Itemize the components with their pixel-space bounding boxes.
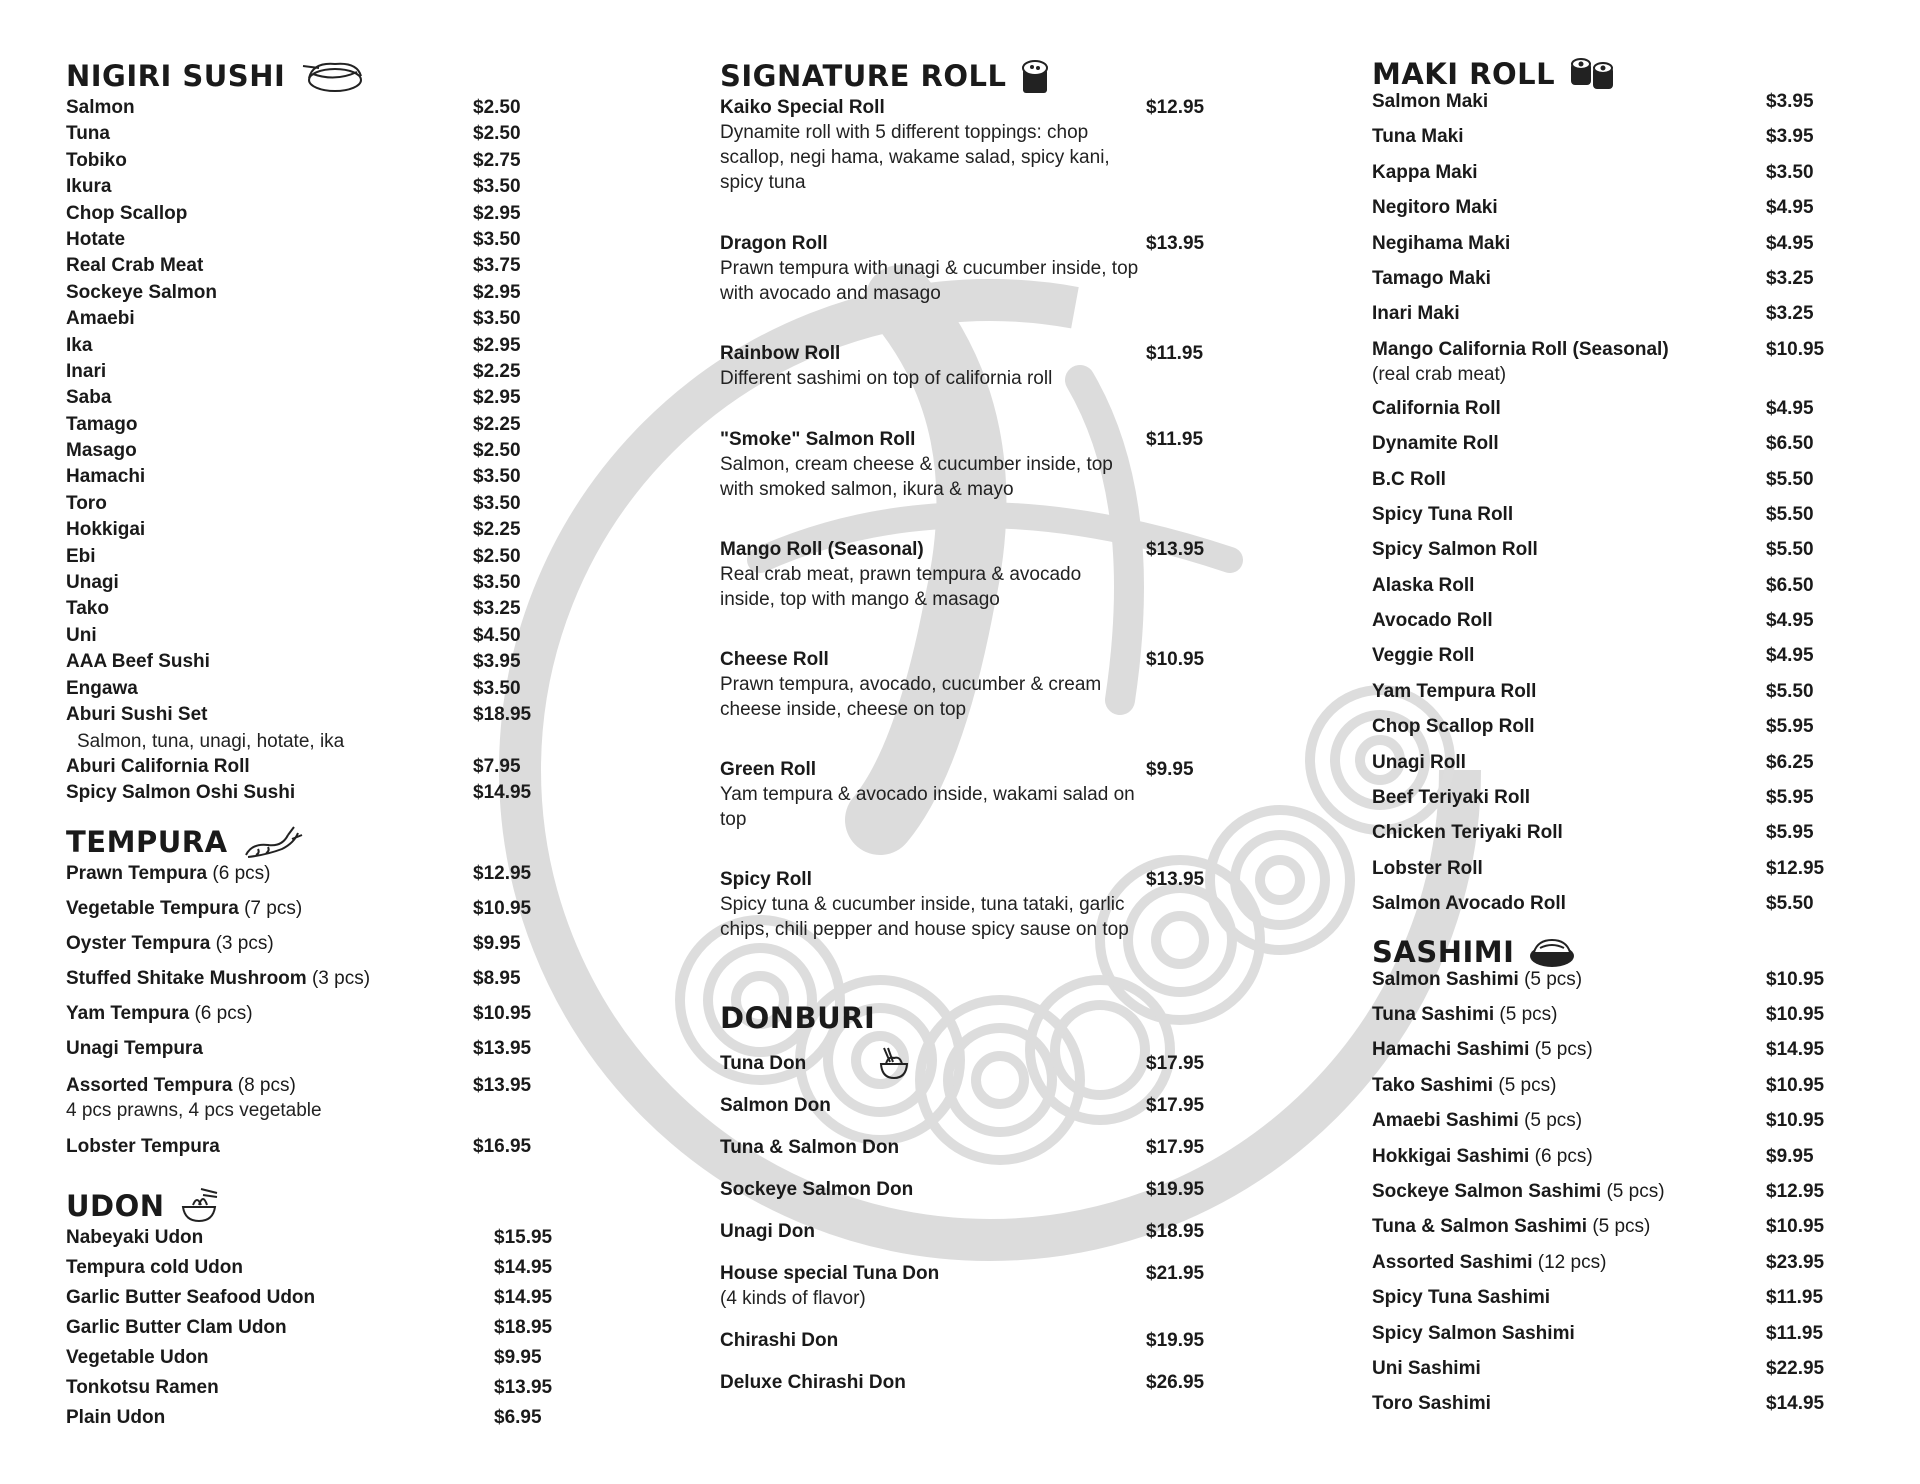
signature-title: SIGNATURE ROLL	[720, 59, 1007, 93]
tempura-title: TEMPURA	[66, 824, 228, 859]
list-item: Negihama Maki $4.95	[1372, 232, 1814, 254]
list-item: Spicy Salmon Sashimi $11.95	[1372, 1322, 1824, 1344]
list-item: Deluxe Chirashi Don $26.95	[720, 1372, 1205, 1393]
list-item: House special Tuna Don $21.95 (4 kinds of flavor)	[720, 1263, 1205, 1309]
donburi-header	[720, 998, 1240, 1038]
list-item: Avocado Roll $4.95	[1372, 610, 1814, 632]
list-item: Hotate $3.50	[66, 228, 521, 250]
sashimi-title: SASHIMI	[1372, 934, 1515, 969]
list-item: Tobiko $2.75	[66, 149, 521, 171]
list-item: Salmon $2.50	[66, 97, 521, 118]
list-item: Chirashi Don $19.95	[720, 1330, 1205, 1351]
list-item: Unagi $3.50	[66, 572, 521, 594]
list-item: Oyster Tempura (3 pcs) $9.95	[66, 932, 521, 954]
list-item: California Roll $4.95	[1372, 397, 1814, 419]
list-item: AAA Beef Sushi $3.95	[66, 651, 521, 673]
list-item: Inari Maki $3.25	[1372, 303, 1814, 325]
list-item: Sockeye Salmon $2.95	[66, 281, 521, 303]
list-item: Negitoro Maki $4.95	[1372, 197, 1814, 219]
signature-header	[720, 56, 1240, 96]
nigiri-title: NIGIRI SUSHI	[66, 59, 286, 93]
list-item: Tempura cold Udon $14.95	[66, 1256, 553, 1278]
list-item: Engawa $3.50	[66, 677, 521, 699]
list-item: Spicy Tuna Roll $5.50	[1372, 503, 1814, 525]
list-item: Tuna Sashimi (5 pcs) $10.95	[1372, 1003, 1825, 1025]
list-item: Vegetable Tempura (7 pcs) $10.95	[66, 897, 532, 919]
list-item: Yam Tempura Roll $5.50	[1372, 680, 1814, 702]
noodle-bowl-icon	[179, 1187, 219, 1225]
list-item: Tuna Don $17.95	[720, 1053, 1205, 1074]
udon-header	[66, 1186, 586, 1226]
sashimi-icon	[1528, 934, 1576, 970]
list-item: Lobster Roll $12.95	[1372, 857, 1825, 879]
list-item: Ebi $2.50	[66, 545, 521, 567]
list-item: Kappa Maki $3.50	[1372, 161, 1814, 183]
list-item: Salmon Maki $3.95	[1372, 91, 1814, 112]
list-item: Tamago $2.25	[66, 413, 521, 435]
column-left	[66, 56, 586, 1436]
list-item: Assorted Tempura (8 pcs) $13.95 4 pcs prawns, 4 pcs vegetable	[66, 1074, 532, 1121]
list-item: Hamachi $3.50	[66, 466, 521, 488]
udon-title: UDON	[66, 1188, 165, 1223]
maki-header	[1372, 54, 1892, 94]
list-item: Spicy Salmon Oshi Sushi $14.95	[66, 782, 532, 804]
list-item: Tuna & Salmon Don $17.95	[720, 1137, 1205, 1158]
list-item: Tuna Maki $3.95	[1372, 126, 1814, 148]
list-item: Kaiko Special Roll $12.95 Dynamite roll with 5 different toppings: chop scallop, negi hama, wakame salad, spicy kani, spicy tuna	[720, 97, 1205, 193]
list-item: Veggie Roll $4.95	[1372, 645, 1814, 667]
sashimi-list	[1372, 968, 1892, 1428]
column-middle	[720, 56, 1240, 1413]
list-item: Sockeye Salmon Don $19.95	[720, 1179, 1205, 1200]
sashimi-header	[1372, 932, 1892, 972]
list-item: Chop Scallop $2.95	[66, 202, 521, 224]
tempura-list	[66, 862, 586, 1170]
list-item: Salmon Sashimi (5 pcs) $10.95	[1372, 968, 1825, 990]
list-item: Dynamite Roll $6.50	[1372, 433, 1814, 455]
list-item: Aburi California Roll $7.95	[66, 755, 521, 777]
list-item: Assorted Sashimi (12 pcs) $23.95	[1372, 1251, 1825, 1273]
list-item: Vegetable Udon $9.95	[66, 1346, 542, 1368]
list-item: Tamago Maki $3.25	[1372, 267, 1814, 289]
list-item: Unagi Roll $6.25	[1372, 751, 1814, 773]
list-item: Garlic Butter Clam Udon $18.95	[66, 1316, 553, 1338]
list-item: Inari $2.25	[66, 360, 521, 382]
maki-title: MAKI ROLL	[1372, 57, 1556, 91]
list-item: Toro Sashimi $14.95	[1372, 1393, 1825, 1415]
donburi-title: DONBURI	[720, 1001, 876, 1035]
list-item: Cheese Roll $10.95 Prawn tempura, avocado, cucumber & cream cheese inside, cheese on top	[720, 649, 1205, 720]
list-item: Chop Scallop Roll $5.95	[1372, 716, 1814, 738]
list-item: Spicy Salmon Roll $5.50	[1372, 539, 1814, 561]
list-item: Salmon Avocado Roll $5.50	[1372, 893, 1814, 915]
list-item: Yam Tempura (6 pcs) $10.95	[66, 1002, 532, 1024]
udon-list	[66, 1226, 586, 1436]
list-item: Tako $3.25	[66, 598, 521, 620]
maki-list	[1372, 90, 1892, 928]
list-item: Tonkotsu Ramen $13.95	[66, 1376, 553, 1398]
list-item: Hamachi Sashimi (5 pcs) $14.95	[1372, 1039, 1825, 1061]
tempura-shrimp-icon	[242, 825, 304, 859]
list-item: Spicy Roll $13.95 Spicy tuna & cucumber inside, tuna tataki, garlic chips, chili pepper and house spicy sause on top	[720, 869, 1205, 940]
list-item: Unagi Don $18.95	[720, 1221, 1205, 1242]
list-item: Tuna $2.50	[66, 123, 521, 145]
list-item: Amaebi $3.50	[66, 308, 521, 330]
list-item: Plain Udon $6.95	[66, 1406, 542, 1428]
list-item: Amaebi Sashimi (5 pcs) $10.95	[1372, 1110, 1825, 1132]
list-item: Mango California Roll (Seasonal) $10.95 (real crab meat)	[1372, 338, 1825, 385]
list-item: Saba $2.95	[66, 387, 521, 409]
list-item: Hokkigai $2.25	[66, 519, 521, 541]
list-item: Toro $3.50	[66, 492, 521, 514]
list-item: Mango Roll (Seasonal) $13.95 Real crab meat, prawn tempura & avocado inside, top with mango & masago	[720, 539, 1205, 610]
list-item: Hokkigai Sashimi (6 pcs) $9.95	[1372, 1145, 1814, 1167]
list-item: Uni $4.50	[66, 624, 521, 646]
nigiri-list	[66, 96, 586, 808]
list-item: Sockeye Salmon Sashimi (5 pcs) $12.95	[1372, 1180, 1825, 1202]
list-item: Spicy Tuna Sashimi $11.95	[1372, 1287, 1824, 1309]
list-item: Prawn Tempura (6 pcs) $12.95	[66, 862, 532, 884]
list-item: Alaska Roll $6.50	[1372, 574, 1814, 596]
list-item: Tuna & Salmon Sashimi (5 pcs) $10.95	[1372, 1216, 1825, 1238]
list-item: Uni Sashimi $22.95	[1372, 1357, 1825, 1379]
list-item: Lobster Tempura $16.95	[66, 1135, 532, 1157]
list-item: Masago $2.50	[66, 440, 521, 462]
list-item: Ika $2.95	[66, 334, 521, 356]
maki-rolls-icon	[1569, 55, 1615, 93]
column-right	[1372, 54, 1892, 1428]
list-item: Chicken Teriyaki Roll $5.95	[1372, 822, 1814, 844]
nigiri-header	[66, 56, 586, 96]
list-item: Garlic Butter Seafood Udon $14.95	[66, 1286, 553, 1308]
list-item: Stuffed Shitake Mushroom (3 pcs) $8.95	[66, 967, 521, 989]
list-item: Salmon Don $17.95	[720, 1095, 1205, 1116]
roll-icon	[1020, 57, 1050, 95]
donburi-list	[720, 1052, 1240, 1413]
list-item: Rainbow Roll $11.95 Different sashimi on top of california roll	[720, 343, 1204, 389]
list-item: B.C Roll $5.50	[1372, 468, 1814, 490]
list-item: Dragon Roll $13.95 Prawn tempura with unagi & cucumber inside, top with avocado and masago	[720, 233, 1205, 304]
list-item: Real Crab Meat $3.75	[66, 255, 521, 277]
list-item: Unagi Tempura $13.95	[66, 1037, 532, 1059]
signature-list	[720, 96, 1240, 1004]
list-item: Ikura $3.50	[66, 176, 521, 198]
tempura-header	[66, 822, 586, 862]
list-item: "Smoke" Salmon Roll $11.95 Salmon, cream cheese & cucumber inside, top with smoked salmon, ikura & mayo	[720, 429, 1204, 500]
list-item: Aburi Sushi Set $18.95 Salmon, tuna, unagi, hotate, ika	[66, 703, 532, 752]
list-item: Tako Sashimi (5 pcs) $10.95	[1372, 1074, 1825, 1096]
nigiri-icon	[299, 58, 363, 94]
list-item: Green Roll $9.95 Yam tempura & avocado inside, wakami salad on top	[720, 759, 1194, 830]
list-item: Nabeyaki Udon $15.95	[66, 1226, 553, 1248]
list-item: Beef Teriyaki Roll $5.95	[1372, 787, 1814, 809]
